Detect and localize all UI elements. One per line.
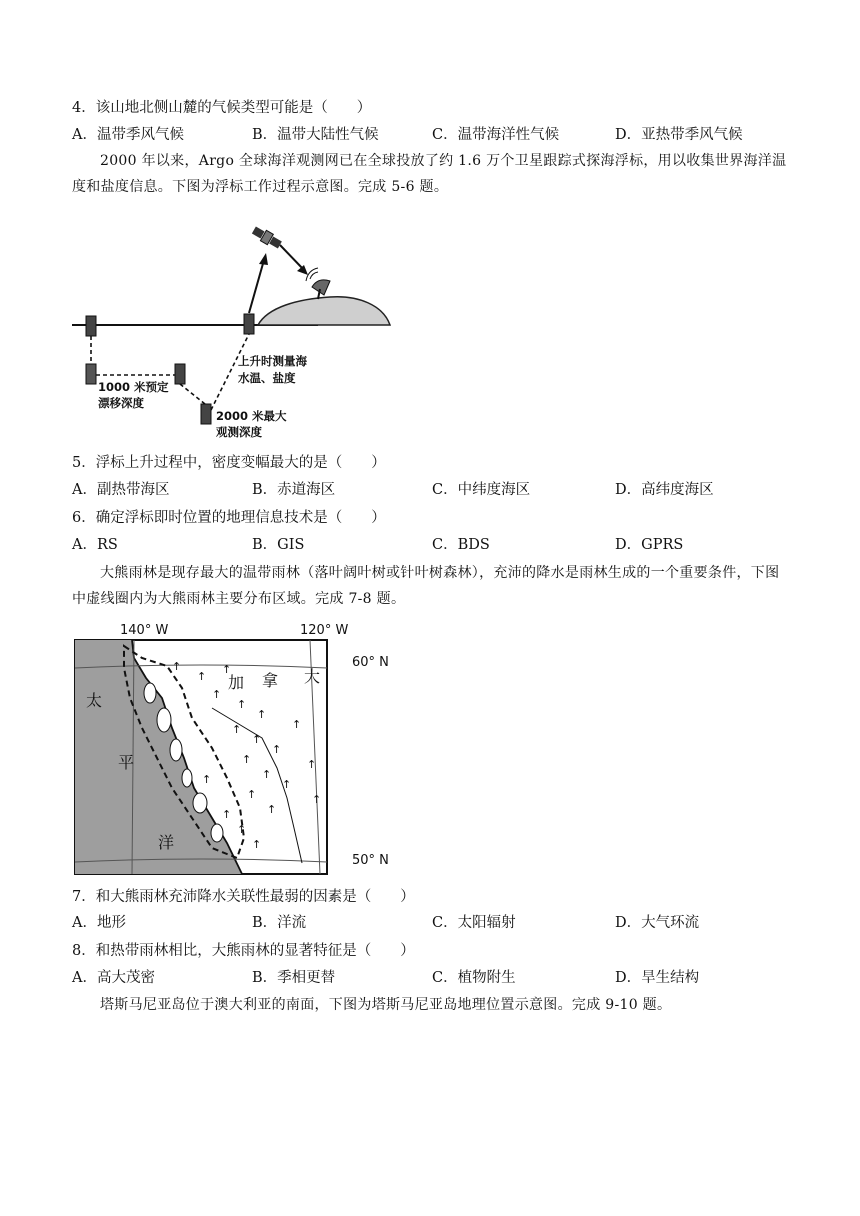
svg-text:↑: ↑ bbox=[252, 733, 262, 746]
question-5-stem: 5．浮标上升过程中，密度变幅最大的是（ ） bbox=[72, 455, 386, 471]
svg-text:↑: ↑ bbox=[292, 718, 302, 731]
question-8-option-a: A．高大茂密 bbox=[72, 970, 155, 986]
question-7-option-a: A．地形 bbox=[72, 915, 126, 931]
land-mass bbox=[258, 297, 390, 325]
label-rise-line1: 上升时测量海 bbox=[238, 354, 307, 368]
question-8-option-c: C．植物附生 bbox=[432, 970, 516, 986]
question-7-option-b: B．洋流 bbox=[252, 915, 307, 931]
question-8-option-d: D．旱生结构 bbox=[615, 970, 700, 986]
svg-text:↑: ↑ bbox=[232, 723, 242, 736]
question-5-option-b: B．赤道海区 bbox=[252, 482, 336, 498]
question-6-option-b: B．GIS bbox=[252, 537, 305, 553]
question-4-option-c: C．温带海洋性气候 bbox=[432, 127, 560, 143]
question-6-stem: 6．确定浮标即时位置的地理信息技术是（ ） bbox=[72, 510, 386, 526]
question-5-option-d: D．高纬度海区 bbox=[615, 482, 714, 498]
label-drift-line1: 1000 米预定 bbox=[98, 380, 169, 394]
svg-text:↑: ↑ bbox=[172, 660, 182, 673]
question-4-option-a: A．温带季风气候 bbox=[72, 127, 184, 143]
svg-text:↑: ↑ bbox=[282, 778, 292, 791]
satellite-icon bbox=[251, 225, 283, 250]
country-label-char-2: 拿 bbox=[262, 671, 279, 690]
svg-text:↑: ↑ bbox=[237, 823, 247, 836]
float-max-depth bbox=[201, 404, 211, 424]
svg-text:↑: ↑ bbox=[197, 670, 207, 683]
question-5-option-c: C．中纬度海区 bbox=[432, 482, 531, 498]
question-6-option-d: D．GPRS bbox=[615, 537, 684, 553]
svg-text:↑: ↑ bbox=[212, 688, 222, 701]
ground-station-dish-icon bbox=[306, 268, 330, 299]
question-7-option-d: D．大气环流 bbox=[615, 915, 700, 931]
intro-questions-5-6: 2000 年以来，Argo 全球海洋观测网已在全球投放了约 1.6 万个卫星跟踪式探海浮标，用以收集世界海洋温度和盐度信息。下图为浮标工作过程示意图。完成 5-6 题。 bbox=[72, 153, 787, 195]
svg-text:↑: ↑ bbox=[247, 788, 257, 801]
question-4-stem: 4．该山地北侧山麓的气候类型可能是（ ） bbox=[72, 100, 372, 116]
intro-questions-9-10: 塔斯马尼亚岛位于澳大利亚的南面，下图为塔斯马尼亚岛地理位置示意图。完成 9-10 题。 bbox=[100, 997, 672, 1013]
svg-text:↑: ↑ bbox=[267, 803, 277, 816]
svg-text:↑: ↑ bbox=[312, 793, 322, 806]
label-rise-line2: 水温、盐度 bbox=[238, 371, 296, 385]
question-6-option-a: A．RS bbox=[72, 537, 118, 553]
float-surface-end bbox=[244, 314, 254, 334]
svg-text:↑: ↑ bbox=[202, 773, 212, 786]
float-surface-start bbox=[86, 316, 96, 336]
label-drift-line2: 漂移深度 bbox=[98, 396, 144, 410]
great-bear-rainforest-map bbox=[72, 618, 402, 880]
question-5-option-a: A．副热带海区 bbox=[72, 482, 170, 498]
ocean-label-char-1: 太 bbox=[86, 691, 103, 710]
float-drift bbox=[86, 364, 96, 384]
float-descend bbox=[175, 364, 185, 384]
svg-text:↑: ↑ bbox=[257, 708, 267, 721]
svg-text:↑: ↑ bbox=[222, 808, 232, 821]
intro-questions-7-8: 大熊雨林是现存最大的温带雨林（落叶阔叶树或针叶树森林），充沛的降水是雨林生成的一个重要条件，下图中虚线圈内为大熊雨林主要分布区域。完成 7-8 题。 bbox=[72, 565, 780, 607]
ocean-label-char-3: 洋 bbox=[158, 833, 175, 852]
svg-text:↑: ↑ bbox=[252, 838, 262, 851]
longitude-120w-label: 120° W bbox=[300, 623, 349, 638]
svg-text:↑: ↑ bbox=[262, 768, 272, 781]
question-7-option-c: C．太阳辐射 bbox=[432, 915, 516, 931]
label-max-line2: 观测深度 bbox=[216, 425, 262, 439]
longitude-140w-label: 140° W bbox=[120, 623, 169, 638]
label-max-line1: 2000 米最大 bbox=[216, 409, 287, 423]
question-8-stem: 8．和热带雨林相比，大熊雨林的显著特征是（ ） bbox=[72, 943, 415, 959]
question-7-stem: 7．和大熊雨林充沛降水关联性最弱的因素是（ ） bbox=[72, 889, 415, 905]
svg-text:↑: ↑ bbox=[242, 753, 252, 766]
svg-text:↑: ↑ bbox=[237, 698, 247, 711]
argo-float-diagram bbox=[68, 215, 408, 445]
svg-text:↑: ↑ bbox=[272, 743, 282, 756]
latitude-50n-label: 50° N bbox=[352, 853, 389, 868]
question-4-option-d: D．亚热带季风气候 bbox=[615, 127, 743, 143]
country-label-char-3: 大 bbox=[304, 667, 321, 686]
question-6-option-c: C．BDS bbox=[432, 537, 490, 553]
latitude-60n-label: 60° N bbox=[352, 655, 389, 670]
question-4-option-b: B．温带大陆性气候 bbox=[252, 127, 379, 143]
svg-text:↑: ↑ bbox=[307, 758, 317, 771]
country-label-char-1: 加 bbox=[228, 673, 245, 692]
question-8-option-b: B．季相更替 bbox=[252, 970, 336, 986]
ocean-label-char-2: 平 bbox=[118, 753, 135, 772]
svg-text:↑: ↑ bbox=[222, 663, 232, 676]
